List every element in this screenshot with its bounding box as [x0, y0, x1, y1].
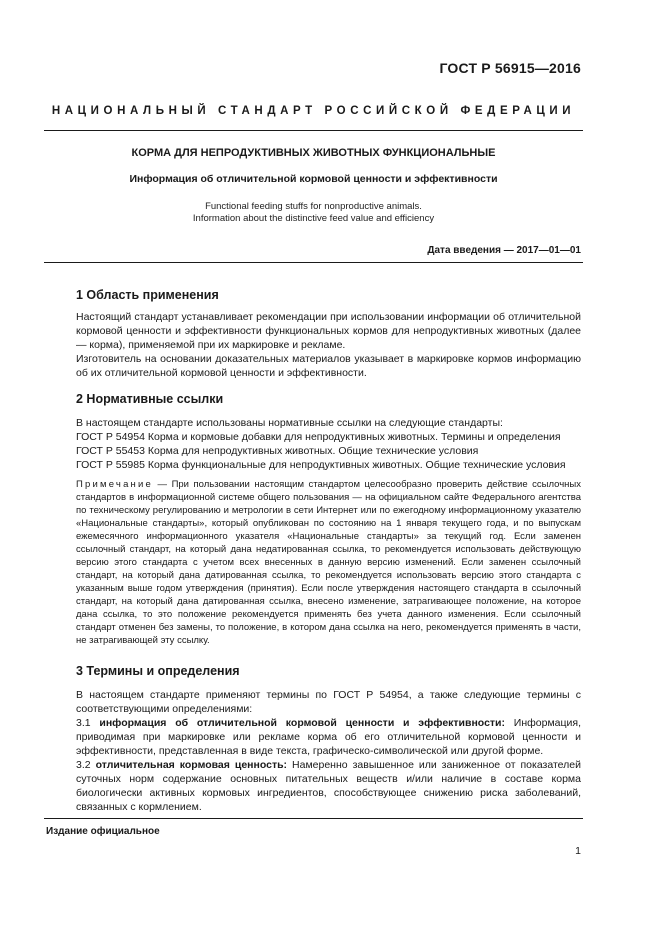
- section1-paragraph2-text: Изготовитель на основании доказательных материалов указывает в маркировке кормов информацию об их отличительной кормовой ценности и эффективности.: [76, 353, 581, 379]
- introduction-date: Дата введения — 2017—01—01: [427, 245, 581, 256]
- section3-intro: В настоящем стандарте применяют термины по ГОСТ Р 54954, а также следующие термины с соответствующими определениями:: [76, 689, 581, 715]
- section1-paragraph2: [76, 352, 581, 380]
- section1-heading: 1 Область применения: [76, 288, 219, 302]
- standard-code: ГОСТ Р 56915—2016: [439, 60, 581, 76]
- section1-paragraph1: [76, 310, 581, 352]
- section2-note: [76, 478, 581, 647]
- section2-intro: В настоящем стандарте использованы нормативные ссылки на следующие стандарты:: [76, 417, 503, 429]
- date-rule: [44, 262, 583, 263]
- document-subtitle: Информация об отличительной кормовой ценности и эффективности: [129, 173, 498, 185]
- footer-rule: [44, 818, 583, 819]
- term-name: информация об отличительной кормовой ценности и эффективности:: [99, 717, 506, 729]
- section3-heading: 3 Термины и определения: [76, 664, 240, 678]
- note-label: Примечание: [76, 479, 153, 490]
- term-number: 3.2: [76, 759, 96, 771]
- section1-body: [76, 310, 581, 380]
- section2-heading: 2 Нормативные ссылки: [76, 392, 224, 406]
- term-definition: Намеренно завышенное или заниженное от показателей суточных норм содержание основных питательных веществ и/или наличие в составе корма биологически активных кормовых ингредиентов, способствующее снижению риска заболеваний, связанных с кормлением.: [76, 759, 581, 813]
- page-number: 1: [575, 845, 581, 857]
- section2-body: [76, 416, 581, 647]
- term-3-1: [76, 716, 581, 758]
- official-edition-label: Издание официальное: [46, 826, 160, 837]
- term-definition: Информация, приводимая при маркировке или рекламе корма об его отличительной кормовой ценности и эффективности, представленная в виде текста, графическо-символической или другой форме.: [76, 717, 581, 757]
- term-3-2: [76, 758, 581, 814]
- term-name: отличительная кормовая ценность:: [95, 759, 288, 771]
- document-title: КОРМА ДЛЯ НЕПРОДУКТИВНЫХ ЖИВОТНЫХ ФУНКЦИОНАЛЬНЫЕ: [131, 147, 496, 159]
- reference-item: ГОСТ Р 55453 Корма для непродуктивных животных. Общие технические условия: [76, 445, 479, 457]
- header-rule: [44, 130, 583, 131]
- english-title: [44, 201, 583, 225]
- reference-item: ГОСТ Р 54954 Корма и кормовые добавки для непродуктивных животных. Термины и определения: [76, 431, 561, 443]
- section1-paragraph1-text: Настоящий стандарт устанавливает рекомендации при использовании информации об отличительной кормовой ценности и эффективности функциональных кормов для непродуктивных животных (далее — корма), применяемой при их маркировке и рекламе.: [76, 311, 581, 351]
- section3-body: [76, 688, 581, 814]
- english-title-line1: Functional feeding stuffs for nonproductive animals.: [205, 201, 422, 212]
- english-title-line2: Information about the distinctive feed value and efficiency: [192, 213, 435, 224]
- national-standard-banner: НАЦИОНАЛЬНЫЙ СТАНДАРТ РОССИЙСКОЙ ФЕДЕРАЦИИ: [51, 105, 576, 117]
- term-number: 3.1: [76, 717, 100, 729]
- note-text: — При пользовании настоящим стандартом целесообразно проверить действие ссылочных стандартов в информационной системе общего пользования — на официальном сайте Федерального агентства по техническому регулированию и метрологии в сети Интернет или по ежегодному информационному указателю «Национальные стандарты», который опубликован по состоянию на 1 января текущего года, и по выпускам ежемесячного информационного указателя «Национальные стандарты» за текущий год. Если заменен ссылочный стандарт, на который дана недатированная ссылка, то рекомендуется использовать действующую версию этого стандарта с учетом всех внесенных в данную версию изменений. Если заменен ссылочный стандарт, на который дана датированная ссылка, то рекомендуется использовать версию этого стандарта с указанным выше годом утверждения (принятия). Если после утверждения настоящего стандарта в ссылочный стандарт, на который дана датированная ссылка, внесено изменение, затрагивающее положение, на которое дана ссылка, то это положение рекомендуется применять без учета данного изменения. Если ссылочный стандарт отменен без замены, то положение, в котором дана ссылка на него, рекомендуется применять в части, не затрагивающей эту ссылку.: [76, 479, 581, 646]
- reference-item: ГОСТ Р 55985 Корма функциональные для непродуктивных животных. Общие технические условия: [76, 459, 566, 471]
